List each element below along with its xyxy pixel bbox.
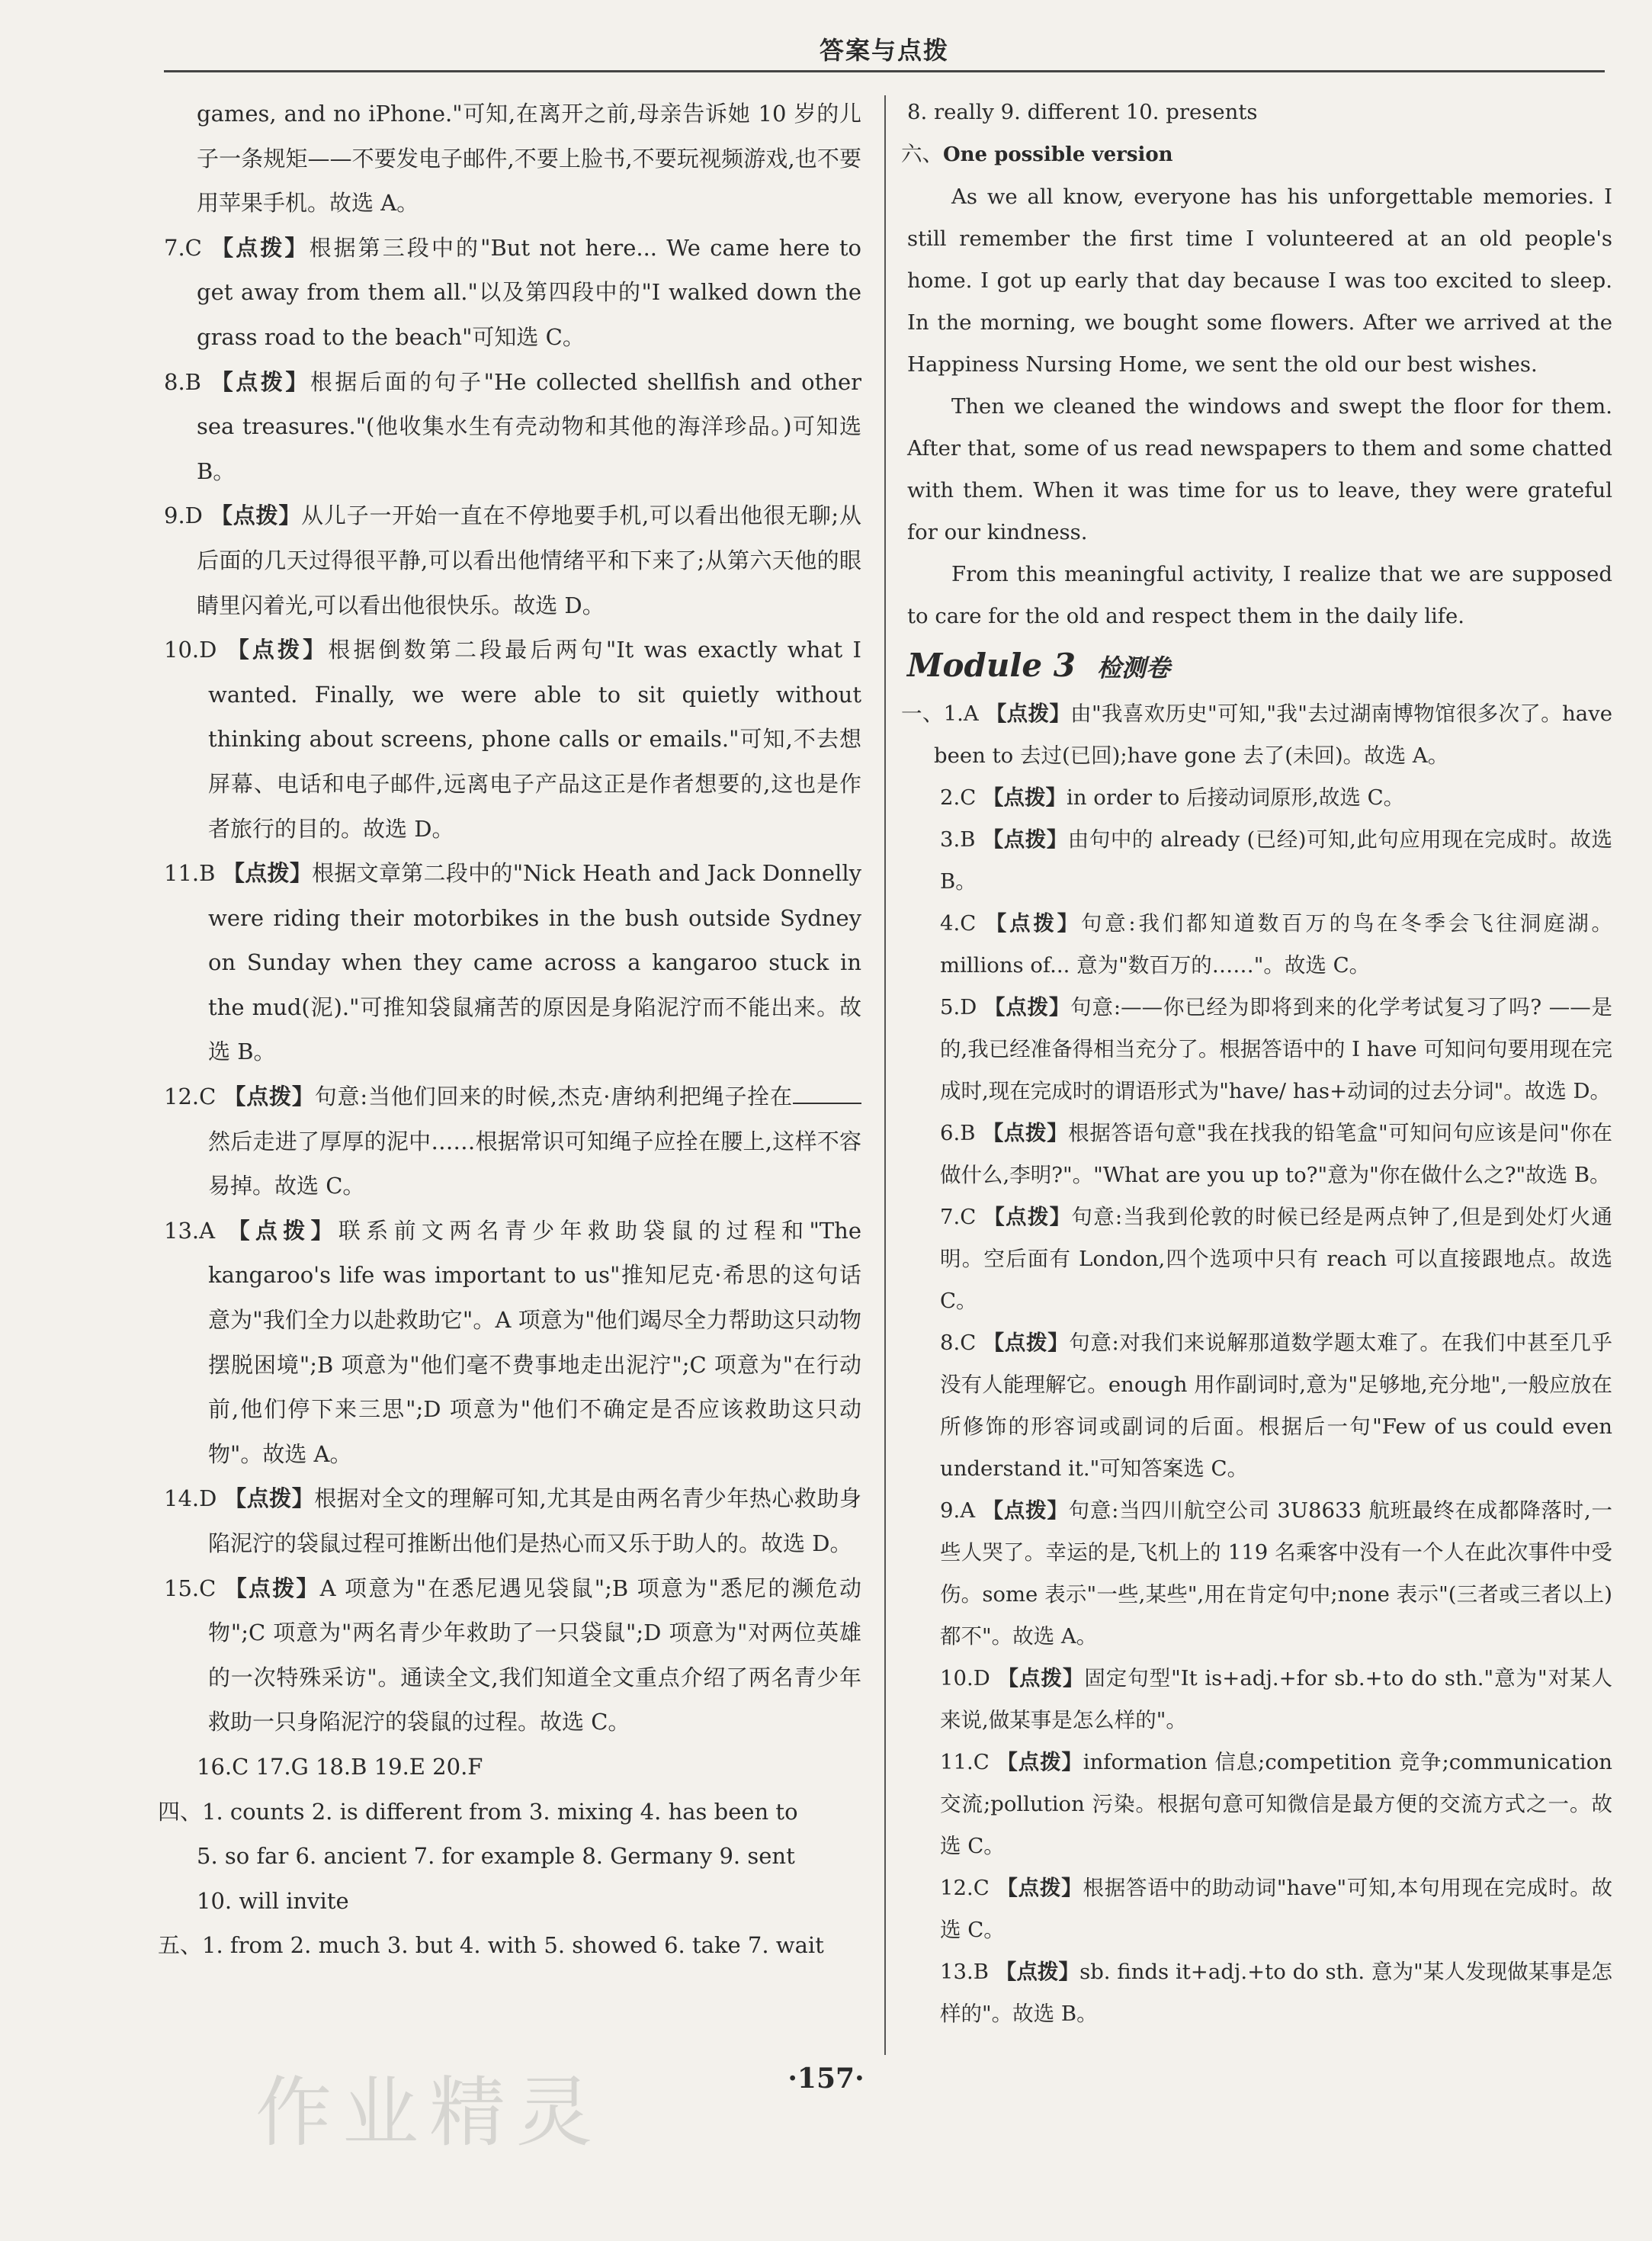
answer-number: 8.C (940, 1331, 977, 1355)
hint-tag: 【点拨】 (983, 1205, 1072, 1229)
answer-item-10 (164, 628, 861, 851)
answer-number: 11.C (940, 1750, 990, 1774)
hint-tag: 【点拨】 (997, 1666, 1085, 1690)
hint-tag: 【点拨】 (210, 368, 310, 395)
answer-item-14 (164, 1476, 861, 1565)
answer-number: 8.B (164, 368, 201, 395)
answer-number: 7.C (164, 234, 202, 261)
hint-tag: 【点拨】 (224, 1485, 315, 1512)
answer-text: 由句中的 already (已经)可知,此句应用现在完成时。故选 B。 (940, 827, 1613, 894)
section-1-item-6 (907, 1112, 1612, 1196)
hint-tag: 【点拨】 (996, 1876, 1083, 1900)
answer-text: 句意:——你已经为即将到来的化学考试复习了吗? ——是的,我已经准备得相当充分了。根据答语中的 I have 可知问句要用现在完成时,现在完成时的谓语形式为"have/ has+动词的过去分词"。故选 D。 (940, 995, 1613, 1103)
answer-text: 句意:我们都知道数百万的鸟在冬季会飞往洞庭湖。millions of... 意为"数百万的……"。故选 C。 (940, 911, 1613, 978)
answer-item-6-continued: games, and no iPhone."可知,在离开之前,母亲告诉她 10 岁的儿子一条规矩——不要发电子邮件,不要上脸书,不要玩视频游戏,也不要用苹果手机。故选 A。 (197, 101, 861, 217)
answer-number: 11.B (164, 860, 216, 887)
hint-tag: 【点拨】 (985, 911, 1081, 936)
answer-number: 4.C (940, 911, 977, 936)
hint-tag: 【点拨】 (226, 637, 329, 663)
section-4-line-2: 5. so far 6. ancient 7. for example 8. Germany 9. sent (197, 1843, 795, 1870)
answer-number: 7.C (940, 1205, 977, 1229)
answer-item-12 (164, 1074, 861, 1209)
section-1-item-9 (907, 1490, 1612, 1658)
answer-text: 句意:当他们回来的时候,杰克·唐纳利把绳子拴在 (314, 1084, 793, 1110)
answer-text: 根据第三段中的"But not here... We came here to get away from them all."以及第四段中的"I walked down the grass road to the beach"可知选 C。 (197, 234, 861, 350)
hint-tag: 【点拨】 (982, 827, 1068, 852)
section-1-item-12 (907, 1867, 1612, 1951)
hint-tag: 【点拨】 (996, 1750, 1083, 1774)
answers-16-20: 16.C 17.G 18.B 19.E 20.F (197, 1753, 483, 1780)
hint-tag: 【点拨】 (983, 1331, 1070, 1355)
left-column (158, 92, 862, 1968)
answer-number: 5.D (940, 995, 977, 1019)
answer-number: 13.B (940, 1960, 989, 1984)
section-1-item-7 (907, 1196, 1612, 1322)
answer-number: 1.A (943, 702, 979, 726)
section-1-item-3 (907, 819, 1612, 903)
answer-text: 根据倒数第二段最后两句"It was exactly what I wanted. Finally, we were able to sit quietly without thinking about screens, phone calls or emails."可知,不去想屏幕、电话和电子邮件,远离电子产品这正是作者想要的,这也是作者旅行的目的。故选 D。 (208, 637, 861, 842)
watermark-logo: 作业精灵 (255, 2068, 603, 2157)
answer-number: 10.D (164, 637, 217, 663)
answer-item-15 (164, 1566, 861, 1745)
essay-paragraph-2: Then we cleaned the windows and swept the floor for them. After that, some of us read newspapers to them and some chatted with them. When it was time for us to leave, they were grateful for our kindness. (907, 394, 1612, 544)
answer-text: in order to 后接动词原形,故选 C。 (1067, 785, 1405, 810)
answer-text: information 信息;competition 竞争;communication 交流;pollution 污染。根据句意可知微信是最方便的交流方式之一。故选 C。 (940, 1750, 1612, 1858)
answer-text: 固定句型"It is+adj.+for sb.+to do sth."意为"对某人来说,做某事是怎么样的"。 (940, 1666, 1612, 1732)
answer-text: 句意:当四川航空公司 3U8633 航班最终在成都降落时,一些人哭了。幸运的是,飞机上的 119 名乘客中没有一个人在此次事件中受伤。some 表示"一些,某些",用在肯定句中;none 表示"(三者或三者以上)都不"。故选 A。 (940, 1498, 1612, 1649)
section-5-line-2: 8. really 9. different 10. presents (907, 100, 1258, 124)
page-number: ·157· (788, 2063, 864, 2095)
section-1-item-1 (901, 693, 1612, 777)
answer-text: 句意:当我到伦敦的时候已经是两点钟了,但是到处灯火通明。空后面有 London,四个选项中只有 reach 可以直接跟地点。故选 C。 (940, 1205, 1612, 1313)
column-divider (884, 95, 886, 2055)
section-line: 1. from 2. much 3. but 4. with 5. showed 6. take 7. wait (202, 1932, 824, 1959)
page-header (164, 31, 1605, 72)
answer-item-11 (164, 851, 861, 1074)
section-1-item-4 (907, 903, 1612, 987)
section-1-item-2 (907, 777, 1612, 819)
hint-tag: 【点拨】 (222, 860, 313, 887)
hint-tag: 【点拨】 (210, 502, 302, 529)
hint-tag: 【点拨】 (211, 234, 310, 261)
answer-text: 由"我喜欢历史"可知,"我"去过湖南博物馆很多次了。have been to 去过(已回);have gone 去了(未回)。故选 A。 (934, 702, 1612, 768)
answer-number: 12.C (164, 1084, 217, 1110)
hint-tag: 【点拨】 (982, 1498, 1069, 1523)
answer-text: 从儿子一开始一直在不停地要手机,可以看出他很无聊;从后面的几天过得很平静,可以看出他情绪平和下来了;从第六天他的眼睛里闪着光,可以看出他很快乐。故选 D。 (197, 502, 861, 618)
answer-number: 9.A (940, 1498, 976, 1523)
module-subtitle: 检测卷 (1096, 653, 1170, 682)
answer-text: 根据后面的句子"He collected shellfish and other sea treasures."(他收集水生有壳动物和其他的海洋珍品。)可知选 B。 (197, 368, 861, 484)
answer-number: 14.D (164, 1485, 217, 1512)
section-label: 四、 (158, 1798, 203, 1825)
header-title: 答案与点拨 (819, 36, 949, 65)
section-title: One possible version (943, 143, 1173, 166)
section-line: 1. counts 2. is different from 3. mixing 4. has been to (202, 1798, 798, 1825)
answer-text: 然后走进了厚厚的泥中……根据常识可知绳子应拴在腰上,这样不容易掉。故选 C。 (208, 1128, 861, 1199)
section-4 (158, 1790, 861, 1835)
answer-text: 根据答语中的助动词"have"可知,本句用现在完成时。故选 C。 (940, 1876, 1613, 1942)
section-6-heading (901, 133, 1612, 176)
answer-item-9 (164, 493, 861, 628)
answer-number: 9.D (164, 502, 203, 529)
answer-number: 2.C (940, 785, 977, 810)
hint-tag: 【点拨】 (983, 995, 1071, 1019)
answer-text: 联系前文两名青少年救助袋鼠的过程和"The kangaroo's life was important to us"推知尼克·希思的这句话意为"我们全力以赴救助它"。A 项意为"他们竭尽全力帮助这只动物摆脱困境";B 项意为"他们毫不费事地走出泥泞";C 项意为"在行动前,他们停下来三思";D 项意为"他们不确定是否应该救助这只动物"。故选 A。 (208, 1217, 861, 1467)
answer-text: 句意:对我们来说解那道数学题太难了。在我们中甚至几乎没有人能理解它。enough 用作副词时,意为"足够地,充分地",一般应放在所修饰的形容词或副词的后面。根据后一句"Few of us could even understand it."可知答案选 C。 (940, 1331, 1612, 1481)
answer-item-13 (164, 1209, 861, 1477)
answer-number: 6.B (940, 1121, 976, 1145)
hint-tag: 【点拨】 (995, 1960, 1080, 1984)
answer-text: A 项意为"在悉尼遇见袋鼠";B 项意为"悉尼的濒危动物";C 项意为"两名青少年救助了一只袋鼠";D 项意为"对两位英雄的一次特殊采访"。通读全文,我们知道全文重点介绍了两名青少年救助一只身陷泥泞的袋鼠的过程。故选 C。 (208, 1575, 861, 1735)
answer-item-8 (164, 360, 861, 494)
essay-paragraph-3: From this meaningful activity, I realize that we are supposed to care for the old and respect them in the daily life. (907, 562, 1612, 628)
answer-text: 根据答语句意"我在找我的铅笔盒"可知问句应该是问"你在做什么,李明?"。"What are you up to?"意为"你在做什么之?"故选 B。 (940, 1121, 1612, 1187)
section-5 (158, 1923, 861, 1968)
section-label: 五、 (158, 1932, 203, 1959)
answer-text: sb. finds it+adj.+to do sth. 意为"某人发现做某事是怎样的"。故选 B。 (940, 1960, 1612, 2026)
essay-paragraph-1: As we all know, everyone has his unforgettable memories. I still remember the first time I volunteered at an old people's home. I got up early that day because I was too excited to sleep. In the morning, we bought some flowers. After we arrived at the Happiness Nursing Home, we sent the old our best wishes. (907, 185, 1612, 377)
answer-number: 15.C (164, 1575, 217, 1601)
section-4-line-3: 10. will invite (197, 1887, 349, 1914)
hint-tag: 【点拨】 (227, 1217, 338, 1244)
section-label: 六、 (901, 142, 943, 166)
answer-number: 3.B (940, 827, 976, 852)
module-heading (907, 641, 1612, 693)
section-1-item-11 (907, 1742, 1612, 1867)
answer-item-7 (164, 226, 861, 360)
section-label: 一、 (901, 702, 944, 726)
answer-number: 12.C (940, 1876, 990, 1900)
hint-tag: 【点拨】 (985, 702, 1071, 726)
right-column (901, 92, 1613, 2035)
hint-tag: 【点拨】 (983, 785, 1067, 810)
section-1-item-13 (907, 1951, 1612, 2035)
answer-number: 13.A (164, 1217, 216, 1244)
answer-text: 根据文章第二段中的"Nick Heath and Jack Donnelly were riding their motorbikes in the bush outside Sydney on Sunday when they came across a kangaroo stuck in the mud(泥)."可推知袋鼠痛苦的原因是身陷泥泞而不能出来。故选 B。 (208, 860, 862, 1065)
answer-number: 10.D (940, 1666, 990, 1690)
hint-tag: 【点拨】 (982, 1121, 1069, 1145)
module-title: Module 3 (907, 647, 1076, 684)
hint-tag: 【点拨】 (223, 1084, 315, 1110)
section-1-item-8 (907, 1322, 1612, 1490)
fill-blank (793, 1084, 861, 1104)
section-1-item-10 (907, 1658, 1612, 1742)
hint-tag: 【点拨】 (224, 1575, 320, 1601)
section-1-item-5 (907, 987, 1612, 1112)
answer-text: 根据对全文的理解可知,尤其是由两名青少年热心救助身陷泥泞的袋鼠过程可推断出他们是热心而又乐于助人的。故选 D。 (208, 1485, 861, 1556)
